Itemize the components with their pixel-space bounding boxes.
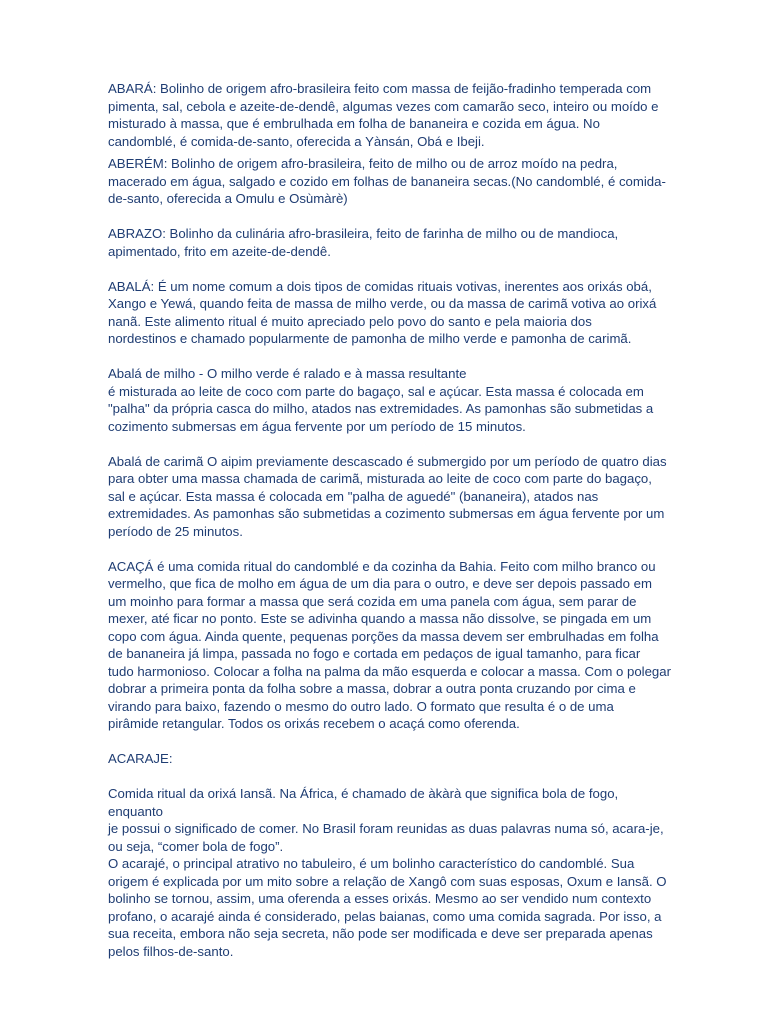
text-line: "palha" da própria casca do milho, atados nas extremidades. As pamonhas são submetidas a (108, 401, 654, 416)
entry-acaca (108, 558, 671, 733)
text-line: sal e açúcar. Esta massa é colocada em "palha de aguedé" (bananeira), atados nas (108, 488, 599, 504)
text-line: ACAÇÁ é uma comida ritual do candomblé e da cozinha da Bahia. Feito com milho branco ou (108, 558, 656, 574)
text-line: ABALÁ: É um nome comum a dois tipos de comidas rituais votivas, inerentes aos orixás obá, (108, 278, 652, 294)
text-line: Abalá de carimã O aipim previamente descascado é submergido por um período de quatro dias (108, 453, 667, 469)
text-line: copo com água. Ainda quente, pequenas porções da massa devem ser embrulhadas em folha (108, 628, 659, 644)
text-line: apimentado, frito em azeite-de-dendê. (108, 243, 331, 259)
text-line: pimenta, sal, cebola e azeite-de-dendê, algumas vezes com camarão seco, inteiro ou moído e (108, 98, 659, 114)
entry-abrazo (108, 225, 668, 260)
text-line: vermelho, que fica de molho em água de um dia para o outro, e deve ser depois passado em (108, 576, 652, 591)
entry-abala-carima (108, 453, 668, 541)
text-line: dobrar a primeira ponta da folha sobre a massa, dobrar a outra ponta cruzando por cima e (108, 681, 636, 696)
text-line: macerado em água, salgado e cozido em folhas de bananeira secas.(No candomblé, é comida- (108, 173, 666, 189)
entry-abara (108, 80, 668, 150)
text-line: enquanto (108, 803, 164, 819)
text-line: candomblé, é comida-de-santo, oferecida a Yànsán, Obá e Ibeji. (108, 133, 485, 149)
text-line: pelos filhos-de-santo. (108, 943, 234, 959)
text-line: virando para baixo, fazendo o mesmo do outro lado. O formato que resulta é o de uma (108, 698, 614, 714)
entry-acaraje-heading (108, 750, 668, 768)
text-line: ou seja, “comer bola de fogo”. (108, 838, 284, 854)
text-line: extremidades. As pamonhas são submetidas a cozimento submersas em água fervente por um (108, 506, 665, 521)
text-line: Abalá de milho - O milho verde é ralado e à massa resultante (108, 366, 467, 381)
text-line: período de 25 minutos. (108, 523, 243, 539)
text-line: sua receita, embora não seja secreta, não pode ser modificada e deve ser preparada apenas (108, 926, 653, 941)
text-line: Xango e Yewá, quando feita de massa de milho verde, ou da massa de carimã votiva ao orixá (108, 296, 657, 311)
entry-abala (108, 278, 668, 348)
text-line: origem é explicada por um mito sobre a relação de Xangô com suas esposas, Oxum e Iansã. O (108, 873, 667, 889)
text-line: cozimento submersas em água fervente por um período de 15 minutos. (108, 418, 526, 434)
section-heading: ACARAJE: (108, 751, 173, 766)
entry-abala-milho (108, 365, 668, 435)
text-line: de bananeira já limpa, passada no fogo e cortada em pedaços de igual tamanho, para ficar (108, 646, 641, 661)
entry-acaraje (108, 785, 668, 960)
text-line: ABERÉM: Bolinho de origem afro-brasileira, feito de milho ou de arroz moído na pedra, (108, 156, 618, 171)
text-line: Comida ritual da orixá Iansã. Na África, é chamado de àkàrà que significa bola de fogo, (108, 786, 619, 801)
text-line: nanã. Este alimento ritual é muito apreciado pelo povo do santo e pela maioria dos (108, 313, 592, 329)
text-line: de-santo, oferecida a Omulu e Osùmàrè) (108, 191, 348, 206)
text-line: profano, o acarajé ainda é considerado, pelas baianas, como uma comida sagrada. Por isso, a (108, 908, 662, 924)
entry-aberem (108, 155, 668, 208)
text-line: para obter uma massa chamada de carimã, misturada ao leite de coco com parte do bagaço, (108, 471, 652, 486)
text-line: um moinho para formar a massa que será cozida em uma panela com água, sem parar de (108, 593, 637, 609)
document-page (108, 80, 671, 960)
text-line: nordestinos e chamado popularmente de pamonha de milho verde e pamonha de carimã. (108, 331, 632, 346)
text-line: bolinho se tornou, assim, uma oferenda a esses orixás. Mesmo ao ser vendido num contexto (108, 891, 652, 906)
text-line: mexer, até ficar no ponto. Este se adivinha quando a massa não dissolve, se pingada em um (108, 611, 652, 626)
text-line: ABRAZO: Bolinho da culinária afro-brasileira, feito de farinha de milho ou de mandioca, (108, 226, 619, 241)
text-line: O acarajé, o principal atrativo no tabuleiro, é um bolinho característico do candomblé. Sua (108, 856, 635, 871)
text-line: misturado à massa, que é embrulhada em folha de bananeira e cozida em água. No (108, 116, 600, 131)
text-line: pirâmide retangular. Todos os orixás recebem o acaçá como oferenda. (108, 716, 520, 731)
text-line: é misturada ao leite de coco com parte do bagaço, sal e açúcar. Esta massa é colocada em (108, 383, 644, 399)
text-line: tudo harmonioso. Colocar a folha na palma da mão esquerda e colocar a massa. Com o polegar (108, 663, 671, 679)
text-line: je possui o significado de comer. No Brasil foram reunidas as duas palavras numa só, acara-je, (108, 821, 664, 836)
text-line: ABARÁ: Bolinho de origem afro-brasileira feito com massa de feijão-fradinho temperada com (108, 81, 652, 96)
